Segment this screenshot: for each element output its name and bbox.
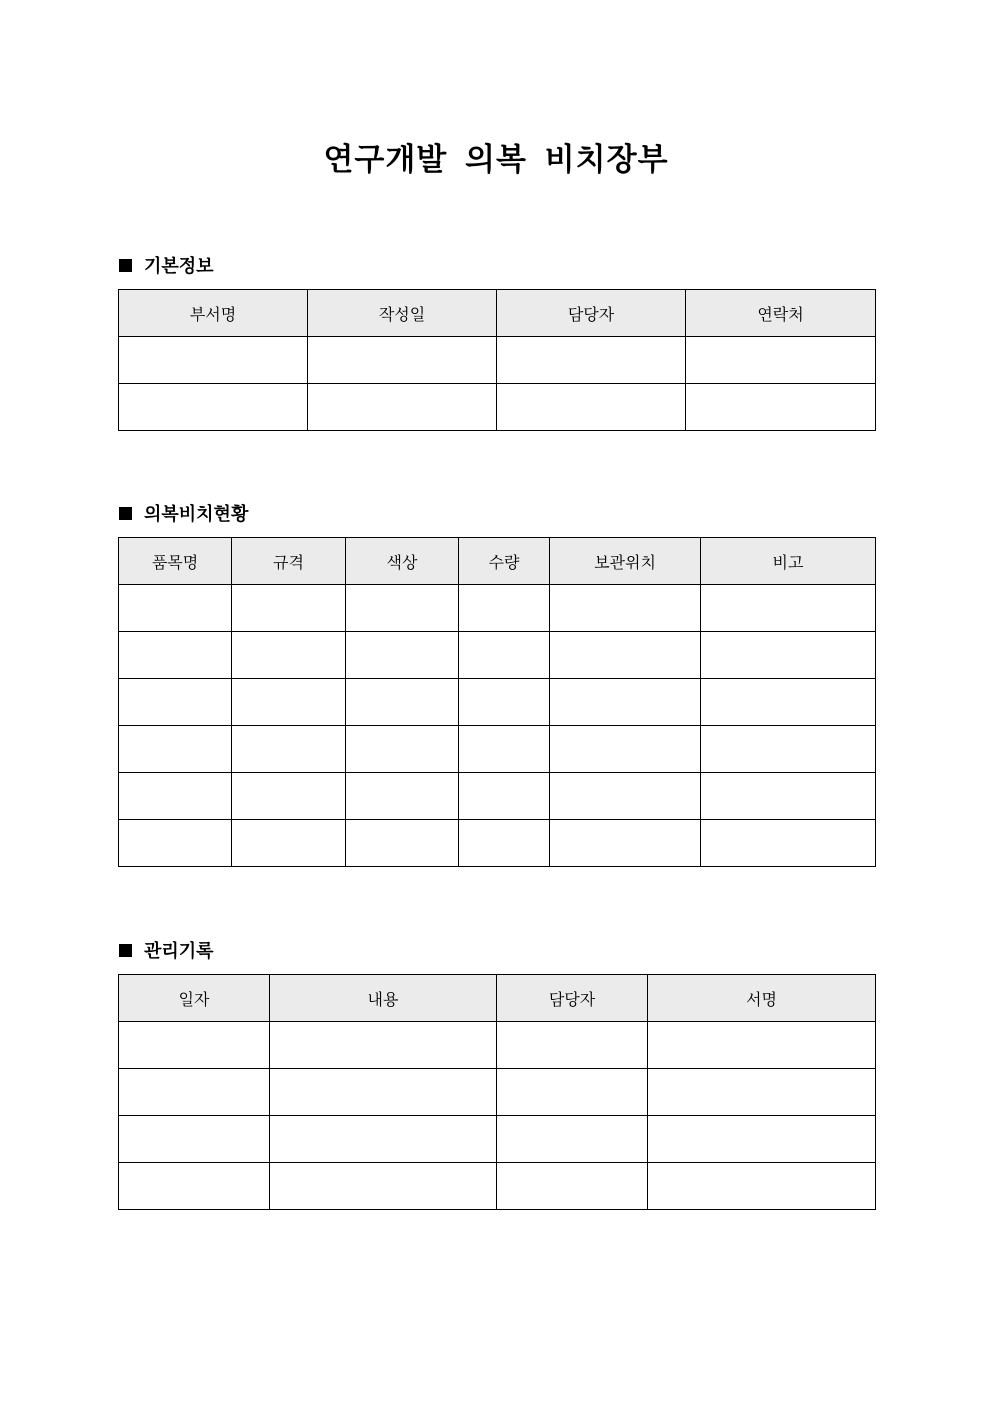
table-cell[interactable] — [119, 384, 308, 431]
table-cell[interactable] — [497, 337, 686, 384]
table-cell[interactable] — [119, 679, 232, 726]
table-cell[interactable] — [497, 1022, 648, 1069]
table-cell[interactable] — [701, 585, 876, 632]
table-cell[interactable] — [270, 1022, 497, 1069]
table-row — [119, 384, 876, 431]
table-cell[interactable] — [232, 679, 346, 726]
table-row — [119, 679, 876, 726]
table-header-row — [119, 538, 876, 585]
table-cell[interactable] — [270, 1069, 497, 1116]
table-cell[interactable] — [497, 1069, 648, 1116]
table-cell[interactable] — [119, 726, 232, 773]
table-cell[interactable] — [686, 337, 876, 384]
table-cell[interactable] — [550, 679, 701, 726]
table-cell[interactable] — [497, 1163, 648, 1210]
square-bullet-icon — [119, 507, 132, 520]
column-header: 연락처 — [686, 290, 876, 337]
table-row — [119, 773, 876, 820]
table-row — [119, 1116, 876, 1163]
table-cell[interactable] — [308, 384, 497, 431]
table-cell[interactable] — [648, 1069, 876, 1116]
table-cell[interactable] — [701, 773, 876, 820]
column-header: 작성일 — [308, 290, 497, 337]
table-cell[interactable] — [119, 1163, 270, 1210]
table-cell[interactable] — [648, 1116, 876, 1163]
table-cell[interactable] — [232, 585, 346, 632]
section-heading-label: 기본정보 — [144, 256, 214, 277]
table-cell[interactable] — [119, 773, 232, 820]
table-header-row — [119, 290, 876, 337]
table-cell[interactable] — [648, 1163, 876, 1210]
table-cell[interactable] — [701, 726, 876, 773]
table-cell[interactable] — [701, 679, 876, 726]
table-cell[interactable] — [497, 384, 686, 431]
management-log-table — [118, 974, 876, 1210]
column-header: 부서명 — [119, 290, 308, 337]
basic-info-table — [118, 289, 876, 431]
table-cell[interactable] — [346, 726, 459, 773]
section-heading-label: 의복비치현황 — [144, 504, 249, 525]
section-heading-label: 관리기록 — [144, 941, 214, 962]
column-header: 내용 — [270, 975, 497, 1022]
table-cell[interactable] — [119, 1069, 270, 1116]
table-cell[interactable] — [308, 337, 497, 384]
table-cell[interactable] — [119, 1116, 270, 1163]
table-cell[interactable] — [119, 820, 232, 867]
column-header: 규격 — [232, 538, 346, 585]
table-row — [119, 585, 876, 632]
table-cell[interactable] — [550, 632, 701, 679]
table-cell[interactable] — [270, 1116, 497, 1163]
column-header: 보관위치 — [550, 538, 701, 585]
table-row — [119, 1163, 876, 1210]
table-cell[interactable] — [459, 679, 550, 726]
table-row — [119, 632, 876, 679]
table-row — [119, 820, 876, 867]
column-header: 수량 — [459, 538, 550, 585]
table-cell[interactable] — [346, 773, 459, 820]
table-row — [119, 337, 876, 384]
table-cell[interactable] — [550, 773, 701, 820]
section-heading-management-log — [119, 938, 214, 962]
table-cell[interactable] — [119, 1022, 270, 1069]
table-cell[interactable] — [648, 1022, 876, 1069]
table-cell[interactable] — [232, 726, 346, 773]
column-header: 비고 — [701, 538, 876, 585]
column-header: 품목명 — [119, 538, 232, 585]
column-header: 서명 — [648, 975, 876, 1022]
table-cell[interactable] — [232, 632, 346, 679]
table-cell[interactable] — [346, 585, 459, 632]
section-heading-clothing-status — [119, 501, 248, 525]
table-cell[interactable] — [232, 820, 346, 867]
table-cell[interactable] — [686, 384, 876, 431]
section-heading-basic-info — [119, 253, 214, 277]
table-cell[interactable] — [346, 820, 459, 867]
table-cell[interactable] — [459, 632, 550, 679]
table-row — [119, 1069, 876, 1116]
table-row — [119, 1022, 876, 1069]
table-cell[interactable] — [550, 820, 701, 867]
table-cell[interactable] — [701, 820, 876, 867]
table-cell[interactable] — [550, 726, 701, 773]
table-cell[interactable] — [346, 632, 459, 679]
column-header: 담당자 — [497, 975, 648, 1022]
table-cell[interactable] — [497, 1116, 648, 1163]
table-cell[interactable] — [701, 632, 876, 679]
table-cell[interactable] — [459, 773, 550, 820]
column-header: 담당자 — [497, 290, 686, 337]
table-cell[interactable] — [119, 337, 308, 384]
table-cell[interactable] — [459, 585, 550, 632]
clothing-status-table — [118, 537, 876, 867]
table-cell[interactable] — [550, 585, 701, 632]
square-bullet-icon — [119, 944, 132, 957]
table-row — [119, 726, 876, 773]
table-cell[interactable] — [232, 773, 346, 820]
table-cell[interactable] — [119, 585, 232, 632]
table-cell[interactable] — [119, 632, 232, 679]
table-cell[interactable] — [459, 820, 550, 867]
table-header-row — [119, 975, 876, 1022]
table-cell[interactable] — [270, 1163, 497, 1210]
page-title: 연구개발 의복 비치장부 — [323, 142, 669, 178]
column-header: 일자 — [119, 975, 270, 1022]
square-bullet-icon — [119, 259, 132, 272]
column-header: 색상 — [346, 538, 459, 585]
table-cell[interactable] — [459, 726, 550, 773]
table-cell[interactable] — [346, 679, 459, 726]
